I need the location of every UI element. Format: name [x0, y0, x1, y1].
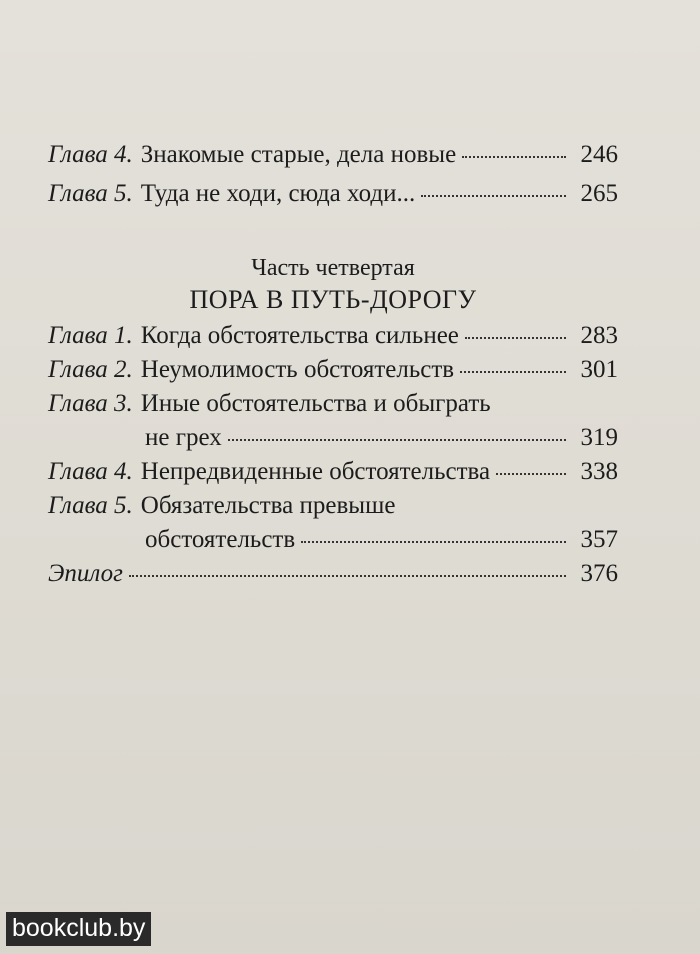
chapter-label: Глава 1.: [48, 322, 133, 349]
page-number: 265: [580, 180, 618, 207]
chapter-label: Глава 5.: [48, 180, 133, 207]
chapter-label: Глава 3.: [48, 390, 133, 417]
leader-dots: [228, 437, 566, 441]
chapter-title-continued: не грех: [145, 424, 222, 451]
chapter-label: Глава 4.: [48, 141, 133, 168]
chapter-title: Иные обстоятельства и обыграть: [140, 390, 491, 417]
toc-entry: [48, 387, 618, 455]
page-number: 338: [580, 458, 618, 485]
toc-entry: [48, 557, 618, 591]
chapter-label: Глава 4.: [48, 458, 133, 485]
table-of-contents: [48, 138, 618, 591]
epilogue-label: Эпилог: [48, 560, 123, 587]
toc-entry: [48, 455, 618, 489]
toc-entry: [48, 319, 618, 353]
chapter-title: Непредвиденные обстоятельства: [140, 458, 491, 485]
chapter-title: Знакомые старые, дела новые: [140, 141, 457, 168]
page-number: 283: [580, 322, 618, 349]
site-watermark: bookclub.by: [6, 912, 151, 946]
leader-dots: [462, 154, 566, 158]
leader-dots: [465, 335, 566, 339]
leader-dots: [301, 539, 566, 543]
part-title: ПОРА В ПУТЬ-ДОРОГУ: [189, 285, 477, 314]
chapter-title: Обязательства превыше: [140, 492, 396, 519]
toc-entry: [48, 489, 618, 557]
page-number: 357: [580, 526, 618, 553]
toc-entry: [48, 353, 618, 387]
part-heading: Часть четвертая: [251, 255, 415, 281]
leader-dots: [129, 573, 566, 577]
chapter-label: Глава 5.: [48, 492, 133, 519]
toc-entry: [48, 138, 618, 172]
toc-entry: [48, 177, 618, 211]
leader-dots: [460, 369, 566, 373]
chapter-title: Неумолимость обстоятельств: [140, 356, 455, 383]
page-number: 301: [580, 356, 618, 383]
chapter-label: Глава 2.: [48, 356, 133, 383]
page-number: 246: [580, 141, 618, 168]
chapter-title: Туда не ходи, сюда ходи...: [140, 180, 416, 207]
leader-dots: [496, 471, 566, 475]
page-number: 376: [580, 560, 618, 587]
chapter-title-continued: обстоятельств: [145, 526, 296, 553]
page-number: 319: [580, 424, 618, 451]
chapter-title: Когда обстоятельства сильнее: [140, 322, 459, 349]
leader-dots: [421, 193, 566, 197]
